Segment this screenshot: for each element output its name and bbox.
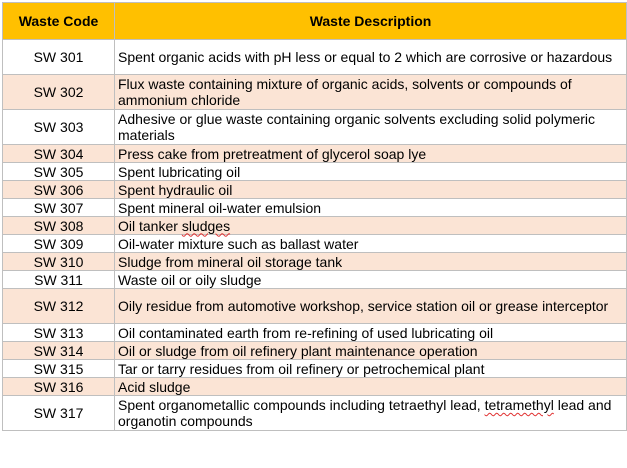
waste-code-cell: SW 307 <box>3 199 115 217</box>
table-row <box>3 199 627 217</box>
waste-description-cell: Oily residue from automotive workshop, service station oil or grease interceptor <box>115 289 627 324</box>
waste-code-cell: SW 304 <box>3 145 115 163</box>
table-row <box>3 110 627 145</box>
table-row <box>3 378 627 396</box>
waste-description-cell <box>115 396 627 431</box>
waste-code-table <box>2 2 627 431</box>
description-text: Spent organometallic compounds including tetraethyl lead, <box>118 397 485 413</box>
waste-code-cell: SW 310 <box>3 253 115 271</box>
table-row <box>3 145 627 163</box>
table-row <box>3 75 627 110</box>
description-text: Oil tanker <box>118 217 182 234</box>
table-row <box>3 360 627 378</box>
waste-description-cell: Oil or sludge from oil refinery plant maintenance operation <box>115 342 627 360</box>
table-row <box>3 271 627 289</box>
waste-description-cell: Spent organic acids with pH less or equal to 2 which are corrosive or hazardous <box>115 40 627 75</box>
waste-code-cell: SW 315 <box>3 360 115 378</box>
header-row <box>3 3 627 40</box>
table-row <box>3 40 627 75</box>
waste-code-cell: SW 306 <box>3 181 115 199</box>
waste-code-cell: SW 305 <box>3 163 115 181</box>
waste-description-cell: Spent mineral oil-water emulsion <box>115 199 627 217</box>
waste-code-cell: SW 311 <box>3 271 115 289</box>
waste-description-cell: Oil-water mixture such as ballast water <box>115 235 627 253</box>
header-waste-code: Waste Code <box>3 3 115 40</box>
table-row <box>3 324 627 342</box>
spellcheck-flagged-word: sludges <box>181 217 231 234</box>
waste-description-cell: Spent hydraulic oil <box>115 181 627 199</box>
waste-code-cell: SW 314 <box>3 342 115 360</box>
spellcheck-flagged-word: tetramethyl <box>484 397 554 413</box>
waste-code-cell: SW 302 <box>3 75 115 110</box>
waste-description-cell: Waste oil or oily sludge <box>115 271 627 289</box>
waste-code-cell: SW 316 <box>3 378 115 396</box>
description-text: lead and organotin compounds <box>118 397 612 429</box>
table-row <box>3 289 627 324</box>
table-row <box>3 342 627 360</box>
waste-code-cell: SW 317 <box>3 396 115 431</box>
table-row <box>3 181 627 199</box>
waste-code-cell: SW 309 <box>3 235 115 253</box>
waste-description-cell: Flux waste containing mixture of organic acids, solvents or compounds of ammonium chloride <box>115 75 627 110</box>
waste-description-cell: Tar or tarry residues from oil refinery or petrochemical plant <box>115 360 627 378</box>
waste-code-cell: SW 312 <box>3 289 115 324</box>
waste-description-cell: Press cake from pretreatment of glycerol soap lye <box>115 145 627 163</box>
waste-description-cell: Adhesive or glue waste containing organic solvents excluding solid polymeric materials <box>115 110 627 145</box>
waste-description-cell: Oil contaminated earth from re-refining of used lubricating oil <box>115 324 627 342</box>
waste-code-cell: SW 313 <box>3 324 115 342</box>
table-row <box>3 396 627 431</box>
waste-description-cell: Spent lubricating oil <box>115 163 627 181</box>
waste-code-cell: SW 303 <box>3 110 115 145</box>
table-row <box>3 235 627 253</box>
header-waste-description: Waste Description <box>115 3 627 40</box>
table-row <box>3 217 627 235</box>
waste-code-cell: SW 301 <box>3 40 115 75</box>
table-row <box>3 163 627 181</box>
table-row <box>3 253 627 271</box>
waste-description-cell: Acid sludge <box>115 378 627 396</box>
waste-code-cell: SW 308 <box>3 217 115 235</box>
waste-description-cell: Sludge from mineral oil storage tank <box>115 253 627 271</box>
waste-description-cell <box>115 217 627 235</box>
